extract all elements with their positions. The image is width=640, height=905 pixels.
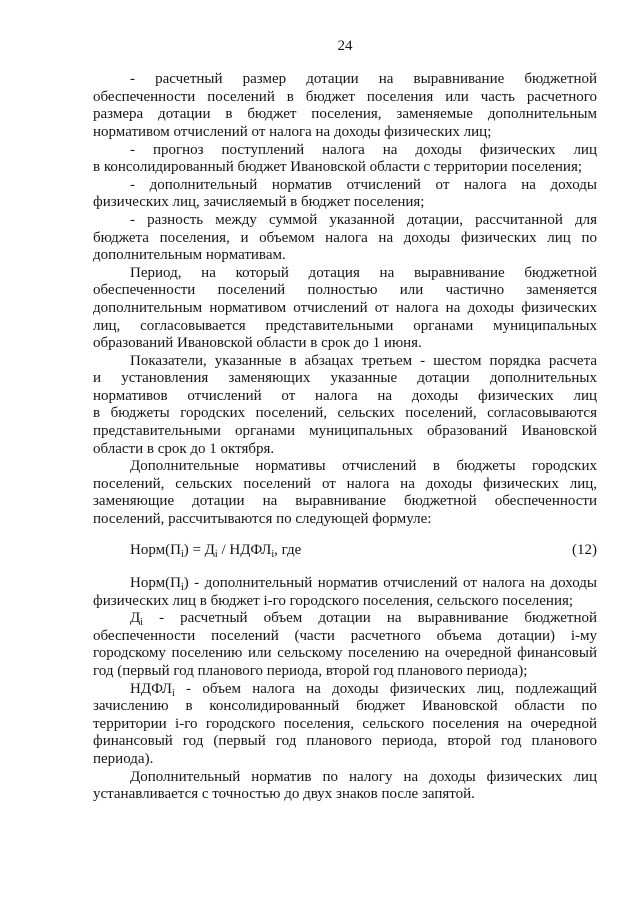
paragraph-closing [93,769,597,804]
formula-subscript: i [214,549,218,561]
formula-mid: ) = Д [183,542,215,559]
paragraph-3 [93,177,597,212]
text-line: в консолидированный бюджет Ивановской области с территории поселения; [93,159,583,176]
text-line: городскому поселению или сельскому поселению на очередной финансовый [93,645,597,662]
text-line: Период, на который дотация на выравнивание бюджетной [130,264,597,281]
definition-subscript: i [140,617,144,629]
definition-dotation [93,610,597,680]
text-line: физических лиц, зачисляемый в бюджет поселения; [93,194,425,211]
definition-symbol: НДФЛ [130,680,172,697]
definition-symbol: Д [130,610,141,627]
text-line: - разность между суммой указанной дотации, рассчитанной для [130,211,597,228]
text-line: дополнительным нормативам. [93,247,286,264]
text-line: физических лиц в бюджет i-го городского поселения, сельского поселения; [93,592,574,609]
text-line: обеспеченности поселений полностью или частично заменяется [93,282,597,299]
paragraph-2 [93,142,597,177]
definition-subscript: i [180,582,184,593]
text-line: Дополнительные нормативы отчислений в бюджеты городских [130,458,597,475]
text-line: представительными органами муниципальных образований Ивановской [93,423,597,440]
definition-subscript: i [171,687,175,699]
formula-lhs: Норм(П [130,542,181,559]
text-line: Дополнительный норматив по налогу на доходы физических лиц [130,768,597,785]
text-line: нормативов отчислений от налога на доходы физических лиц [93,387,597,404]
text-line: области в срок до 1 октября. [93,440,275,457]
text-line [93,681,597,699]
text-line: поселений, рассчитываются по следующей формуле: [93,511,432,528]
text-line [93,575,597,593]
formula-expression [130,542,301,560]
text-line: зачислению в консолидированный бюджет Ивановской области по [93,698,597,715]
formula-tail: , где [274,542,302,559]
page-body [93,38,597,804]
text-line: в бюджеты городских поселений, сельских поселений, согласовываются [93,405,597,422]
text-line: периода). [93,750,154,767]
formula-subscript: i [180,549,184,561]
text-line: лиц, согласовывается представительными органами муниципальных [93,317,597,334]
paragraph-7 [93,458,597,528]
text-line: нормативом отчислений от налога на доходы физических лиц; [93,123,492,140]
text-line: Показатели, указанные в абзацах третьем - шестом порядка расчета [130,352,597,369]
text-line: размера дотации в бюджет поселения, заменяемые дополнительным [93,106,597,123]
paragraph-1 [93,71,597,141]
text-line: устанавливается с точностью до двух знаков после запятой. [93,786,475,803]
text-line: дополнительным нормативом отчислений от налога на доходы физических [93,299,597,316]
formula-rhs: / НДФЛ [217,542,272,559]
text-line: поселений, сельских поселений от налога на доходы физических лиц, [93,475,597,492]
text-line: бюджета поселения, и объемом налога на доходы физических лиц по [93,229,597,246]
definition-text: ) - дополнительный норматив отчислений от налога на доходы [183,575,597,591]
formula-12 [93,542,597,560]
paragraph-6 [93,353,597,459]
text-line: территории i-го городского поселения, сельского поселения на очередной [93,715,597,732]
text-line: - расчетный размер дотации на выравнивание бюджетной [130,71,597,88]
paragraph-5 [93,265,597,353]
definition-ndfl [93,681,597,769]
page-number: 24 [337,38,353,54]
text-line [93,610,597,628]
text-line: обеспеченности поселений в бюджет поселения или часть расчетного [93,88,597,105]
formula-subscript: i [271,549,275,561]
text-line: обеспеченности поселений (части расчетного объема дотации) i-му [93,627,597,644]
text-line: заменяющие дотации на выравнивание бюджетной обеспеченности [93,493,597,510]
text-line: - дополнительный норматив отчислений от налога на доходы [130,176,597,193]
definition-text: - расчетный объем дотации на выравнивание бюджетной [143,610,597,627]
text-line: финансовый год (первый год планового периода, второй год планового [93,733,597,750]
text-line: и установления заменяющих указанные дотации дополнительных [93,370,597,387]
text-line: образований Ивановской области в срок до 1 июня. [93,335,422,352]
formula-number: (12) [572,542,597,559]
paragraph-4 [93,212,597,265]
definition-norm [93,575,597,610]
definition-symbol: Норм(П [130,575,181,591]
text-line: - прогноз поступлений налога на доходы физических лиц [130,141,597,158]
definition-text: - объем налога на доходы физических лиц, подлежащий [174,680,597,697]
text-line: год (первый год планового периода, второй год планового периода); [93,662,528,679]
